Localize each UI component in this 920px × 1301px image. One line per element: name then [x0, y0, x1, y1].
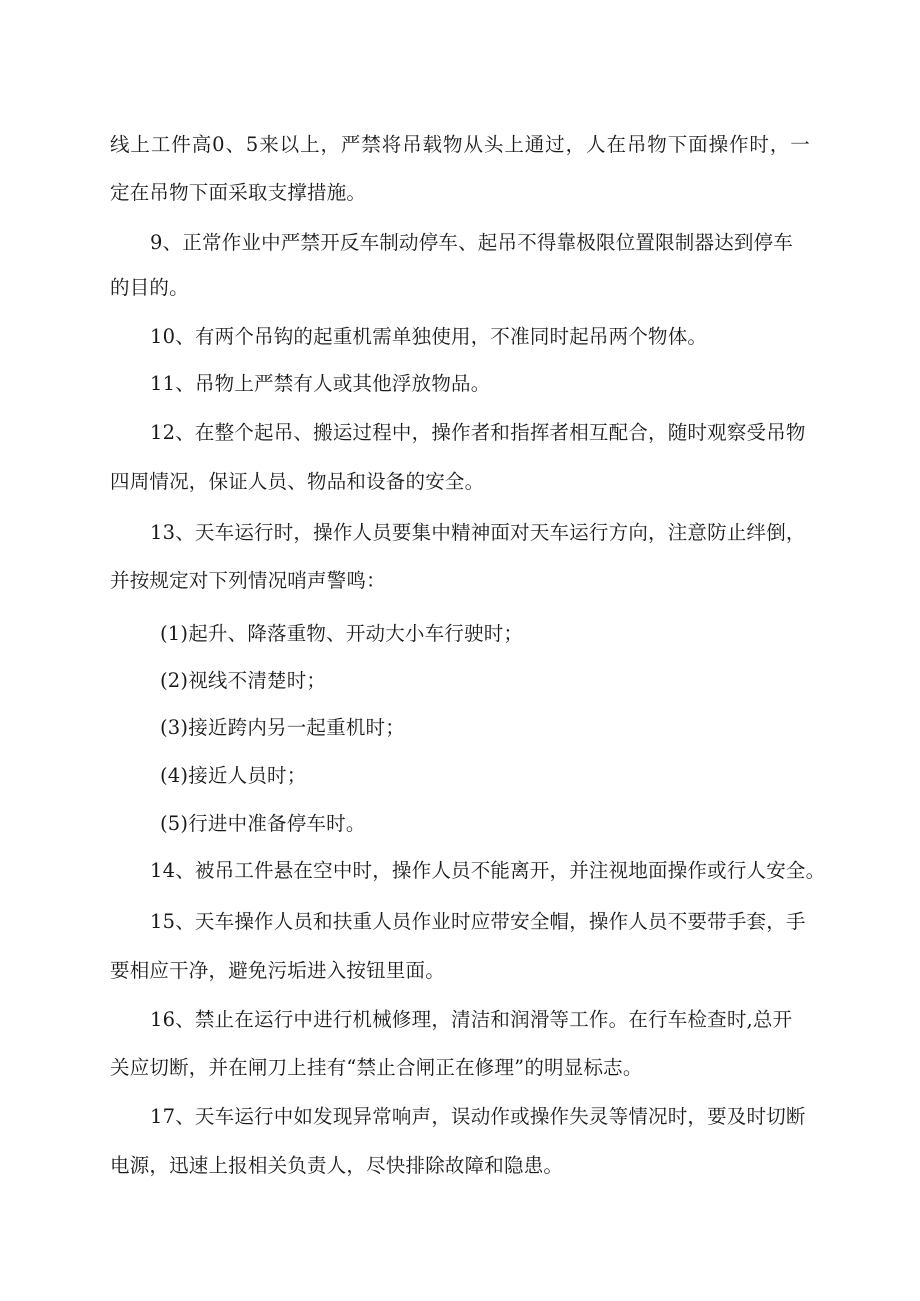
text-line: 15、天车操作人员和扶重人员作业时应带安全帽，操作人员不要带手套，手: [150, 910, 806, 933]
text-line: 电源，迅速上报相关负责人，尽快排除故障和隐患。: [110, 1154, 564, 1177]
text-line: 要相应干净，避免污垢进入按钮里面。: [110, 959, 445, 982]
text-line: 四周情况，保证人员、物品和设备的安全。: [110, 470, 485, 493]
list-item: (3)接近跨内另一起重机时；: [160, 716, 405, 739]
text-line: 线上工件高0、5来以上，严禁将吊载物从头上通过，人在吊物下面操作时，一: [110, 133, 810, 156]
text-line: 13、天车运行时，操作人员要集中精神面对天车运行方向，注意防止绊倒，: [150, 521, 806, 544]
list-item: (1)起升、降落重物、开动大小车行驶时；: [160, 622, 524, 645]
text-line: 12、在整个起吊、搬运过程中，操作者和指挥者相互配合，随时观察受吊物: [150, 421, 806, 444]
text-line: 14、被吊工件悬在空中时，操作人员不能离开，并注视地面操作或行人安全。: [150, 859, 826, 882]
text-line: 16、禁止在运行中进行机械修理，清洁和润滑等工作。在行车检查时,总开: [150, 1008, 793, 1031]
text-line: 的目的。: [110, 276, 189, 299]
text-line: 并按规定对下列情况哨声警鸣：: [110, 569, 386, 592]
text-line: 关应切断，并在闸刀上挂有“禁止合闸正在修理”的明显标志。: [110, 1056, 643, 1079]
text-line: 10、有两个吊钩的起重机需单独使用，不准同时起吊两个物体。: [150, 325, 708, 348]
text-line: 17、天车运行中如发现异常响声，误动作或操作失灵等情况时，要及时切断: [150, 1105, 806, 1128]
text-line: 定在吊物下面采取支撑措施。: [110, 181, 367, 204]
list-item: (5)行进中准备停车时。: [160, 812, 366, 835]
text-line: 9、正常作业中严禁开反车制动停车、起吊不得靠极限位置限制器达到停车: [150, 231, 794, 254]
text-line: 11、吊物上严禁有人或其他浮放物品。: [150, 372, 491, 395]
list-item: (2)视线不清楚时；: [160, 669, 327, 692]
list-item: (4)接近人员时；: [160, 764, 307, 787]
